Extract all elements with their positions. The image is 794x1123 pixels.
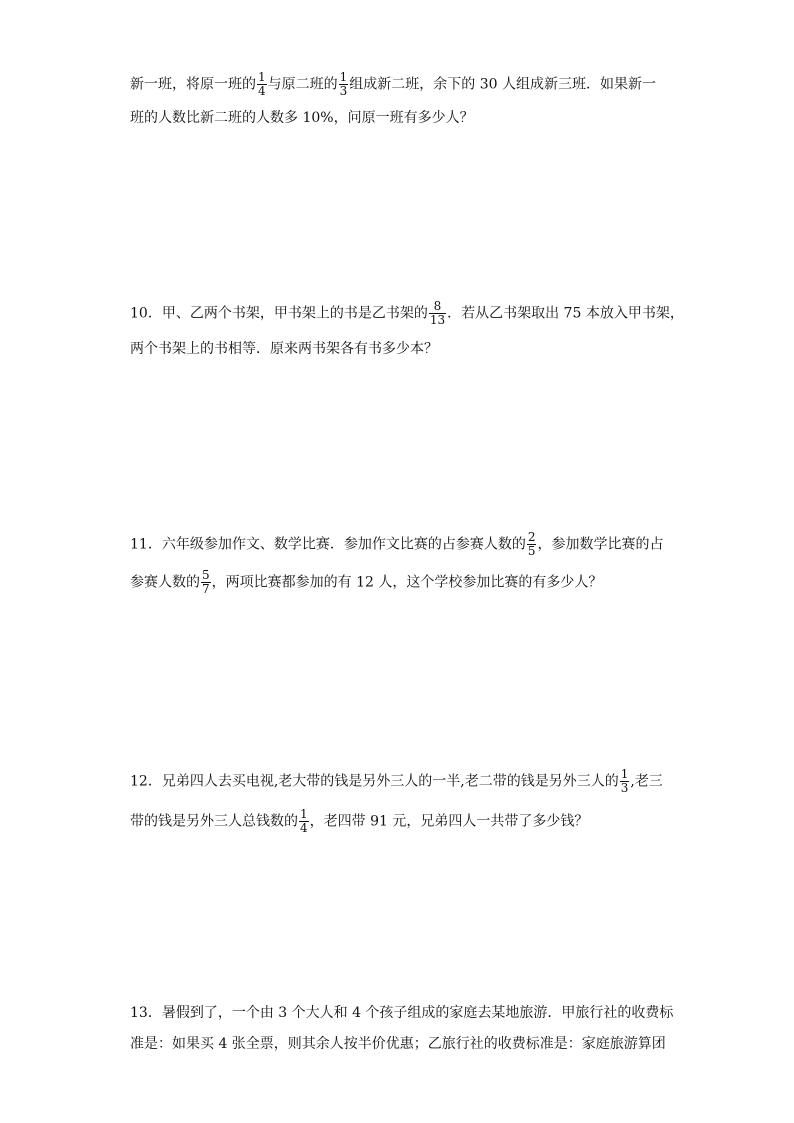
text-segment: ，两项比赛都参加的有 12 人，这个学校参加比赛的有多少人？ <box>211 574 603 591</box>
text-segment: 带的钱是另外三人总钱数的 <box>130 813 298 830</box>
fraction-denominator: 5 <box>527 544 536 558</box>
problem-11-line-1 <box>130 531 670 558</box>
fraction-denominator: 13 <box>429 313 446 327</box>
fraction <box>299 808 309 835</box>
text-segment: ,老三 <box>630 773 663 790</box>
problem-12-line-2 <box>130 808 670 835</box>
text-segment: 班的人数比新二班的人数多 10%，问原一班有多少人？ <box>130 110 474 126</box>
fraction <box>527 531 537 558</box>
fraction-numerator: 2 <box>527 530 536 544</box>
text-segment: 与原二班的 <box>267 76 338 93</box>
problem-10-line-2 <box>130 339 670 359</box>
fraction <box>429 300 446 327</box>
fraction <box>201 569 211 596</box>
fraction <box>339 71 349 98</box>
fraction-numerator: 1 <box>339 70 348 84</box>
fraction-numerator: 8 <box>433 299 442 313</box>
text-segment: ，老四带 91 元，兄弟四人一共带了多少钱？ <box>309 813 589 830</box>
fraction-numerator: 5 <box>202 568 210 582</box>
fraction <box>620 768 630 795</box>
text-segment: ．若从乙书架取出 75 本放入甲书架， <box>447 305 684 322</box>
problem-10-line-1 <box>130 299 684 327</box>
problem-9-line-1 <box>130 71 670 98</box>
fraction-numerator: 1 <box>300 807 308 821</box>
text-segment: ，参加数学比赛的占 <box>537 536 664 553</box>
problem-13-line-1 <box>130 1003 674 1023</box>
text-segment: 参赛人数的 <box>130 574 200 591</box>
text-segment: 10．甲、乙两个书架，甲书架上的书是乙书架的 <box>130 305 428 322</box>
text-segment: 新一班，将原一班的 <box>130 76 256 93</box>
fraction-denominator: 4 <box>300 821 308 835</box>
text-segment: 13．暑假到了，一个由 3 个大人和 4 个孩子组成的家庭去某地旅游．甲旅行社的收费标 <box>130 1005 674 1021</box>
text-segment: 组成新二班，余下的 30 人组成新三班．如果新一 <box>349 76 656 93</box>
fraction-denominator: 3 <box>339 84 348 98</box>
problem-13-line-2 <box>130 1034 670 1054</box>
text-segment: 12．兄弟四人去买电视,老大带的钱是另外三人的一半,老二带的钱是另外三人的 <box>130 773 619 790</box>
fraction-denominator: 4 <box>258 84 266 98</box>
text-segment: 11．六年级参加作文、数学比赛．参加作文比赛的占参赛人数的 <box>130 536 526 553</box>
fraction <box>257 71 267 98</box>
text-segment: 两个书架上的书相等．原来两书架各有书多少本？ <box>130 341 438 357</box>
fraction-numerator: 1 <box>620 767 629 781</box>
problem-11-line-2 <box>130 569 670 596</box>
fraction-denominator: 3 <box>620 781 629 795</box>
text-segment: 准是：如果买 4 张全票，则其余人按半价优惠；乙旅行社的收费标准是：家庭旅游算团 <box>130 1036 666 1052</box>
problem-9-line-2 <box>130 108 670 128</box>
fraction-denominator: 7 <box>202 582 210 596</box>
fraction-numerator: 1 <box>258 70 266 84</box>
problem-12-line-1 <box>130 768 670 795</box>
